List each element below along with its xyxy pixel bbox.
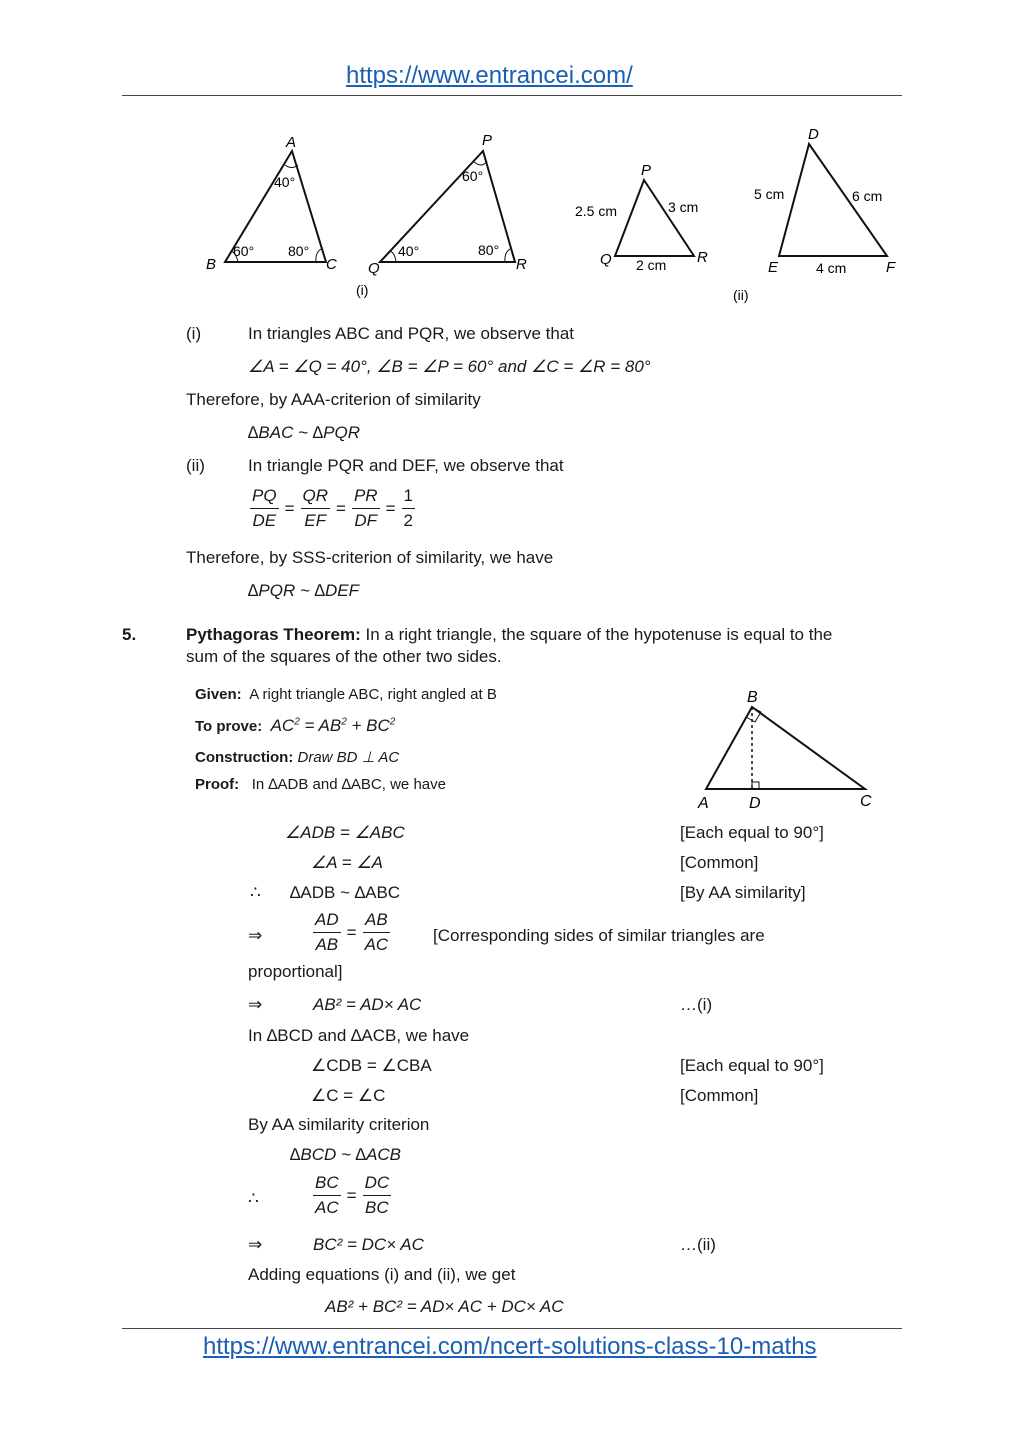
proof-l14: AB² + BC² = AD× AC + DC× AC (325, 1297, 564, 1316)
side-qr: 2 cm (636, 257, 667, 273)
proof-r5: …(i) (680, 995, 713, 1014)
triangle-abc (206, 134, 337, 273)
angle-a-label: 40° (274, 174, 296, 190)
part-ii-line4: ∆PQR ~ ∆DEF (248, 581, 360, 600)
figure-ii (560, 120, 910, 310)
implies-symbol-3: ⇒ (248, 1235, 263, 1254)
proof-l2: ∠A = ∠A (311, 853, 383, 872)
angle-r-label: 80° (478, 242, 500, 258)
triangle-def (754, 126, 896, 276)
proof-r7: [Each equal to 90°] (680, 1056, 824, 1075)
proof-r4a: [Corresponding sides of similar triangles are (433, 926, 765, 945)
header-link[interactable]: https://www.entrancei.com/ (346, 62, 633, 89)
proof-r4b: proportional] (248, 962, 343, 981)
figure-ii-caption: (ii) (733, 287, 749, 303)
part-i-line2: ∠A = ∠Q = 40°, ∠B = ∠P = 60° and ∠C = ∠R = 80° (248, 357, 651, 376)
proof-l13: Adding equations (i) and (ii), we get (248, 1265, 516, 1284)
vertex-e: E (768, 259, 779, 276)
implies-symbol: ⇒ (248, 926, 263, 945)
proof-r8: [Common] (680, 1086, 759, 1105)
fraction-ad-ab: $\frac{AD}{AB}$ = $\frac{AB}{AC}$ (315, 910, 389, 954)
proof-r12: …(ii) (680, 1235, 716, 1254)
angle-p-label: 60° (462, 168, 484, 184)
part-i-line1: In triangles ABC and PQR, we observe that (248, 324, 575, 343)
proof-l3: ∆ADB ~ ∆ABC (290, 883, 401, 902)
section-heading (186, 625, 832, 645)
vertex-c: C (326, 256, 337, 273)
vertex-c5: C (860, 793, 872, 810)
statement-2: sum of the squares of the other two sides. (186, 647, 502, 666)
angle-b-label: 60° (233, 243, 255, 259)
footer-rule (122, 1328, 902, 1329)
proof-l10: ∆BCD ~ ∆ACB (290, 1145, 402, 1164)
vertex-f: F (886, 259, 896, 276)
section-title: Pythagoras Theorem: (186, 625, 361, 644)
fraction-bc-ac: $\frac{BC}{AC}$ = $\frac{DC}{BC}$ (315, 1173, 390, 1217)
vertex-d: D (808, 126, 819, 143)
implies-symbol-2: ⇒ (248, 995, 263, 1014)
proof-r1: [Each equal to 90°] (680, 823, 824, 842)
vertex-q2: Q (600, 251, 612, 268)
vertex-r: R (516, 256, 527, 273)
section-number: 5. (122, 625, 137, 644)
side-de: 5 cm (754, 186, 785, 202)
proof-l9: By AA similarity criterion (248, 1115, 430, 1134)
part-i-line4: ∆BAC ~ ∆PQR (248, 423, 360, 442)
vertex-r2: R (697, 249, 708, 266)
side-pq: 2.5 cm (575, 203, 618, 219)
vertex-p2: P (641, 162, 652, 179)
proof-l5: AB² = AD× AC (313, 995, 422, 1014)
construction-line: Construction: Draw BD ⊥ AC (195, 749, 400, 766)
vertex-b: B (206, 256, 217, 273)
vertex-a: A (286, 134, 297, 151)
vertex-a5: A (698, 795, 709, 812)
proof-l8: ∠C = ∠C (311, 1086, 386, 1105)
ratio-equation: $\frac{PQ}{DE}$ = $\frac{QR}{EF}$ = $\frac{PR}{DF}$ = $\frac{1}{2}$ (252, 486, 413, 530)
proof-l12: BC² = DC× AC (313, 1235, 424, 1254)
side-pr: 3 cm (668, 199, 699, 215)
statement-1: In a right triangle, the square of the hypotenuse is equal to the (365, 625, 833, 644)
proof-r3: [By AA similarity] (680, 883, 806, 902)
footer-link[interactable]: https://www.entrancei.com/ncert-solutions-class-10-maths (203, 1333, 817, 1360)
vertex-q: Q (368, 260, 380, 277)
side-ef: 4 cm (816, 260, 847, 276)
proof-l6: In ∆BCD and ∆ACB, we have (248, 1026, 470, 1045)
therefore-symbol-2: ∴ (248, 1189, 259, 1208)
proof-l1: ∠ADB = ∠ABC (285, 823, 405, 842)
figure-i-caption: (i) (356, 282, 369, 298)
side-df: 6 cm (852, 188, 883, 204)
part-ii-label: (ii) (186, 456, 205, 475)
therefore-symbol: ∴ (250, 883, 261, 902)
proof-l7: ∠CDB = ∠CBA (311, 1056, 432, 1075)
proof-r2: [Common] (680, 853, 759, 872)
given-line: Given: A right triangle ABC, right angled at B (195, 686, 497, 703)
figure-right-triangle (690, 685, 890, 815)
proof-line: Proof: In ∆ADB and ∆ABC, we have (195, 776, 446, 793)
vertex-p: P (482, 132, 493, 149)
part-i-label: (i) (186, 324, 202, 343)
vertex-b5: B (747, 689, 758, 706)
figure-i (190, 125, 550, 305)
vertex-d5: D (749, 795, 761, 812)
angle-q-label: 40° (398, 243, 420, 259)
angle-c-label: 80° (288, 243, 310, 259)
triangle-pqr-angles (368, 132, 527, 277)
header-rule (122, 95, 902, 96)
part-ii-line1: In triangle PQR and DEF, we observe that (248, 456, 564, 475)
part-ii-line3: Therefore, by SSS-criterion of similarity, we have (186, 548, 554, 567)
triangle-pqr-sides (575, 162, 708, 273)
to-prove-line: To prove: $AC^2 = AB^2 + BC^2$ (195, 716, 396, 735)
part-i-line3: Therefore, by AAA-criterion of similarity (186, 390, 481, 409)
